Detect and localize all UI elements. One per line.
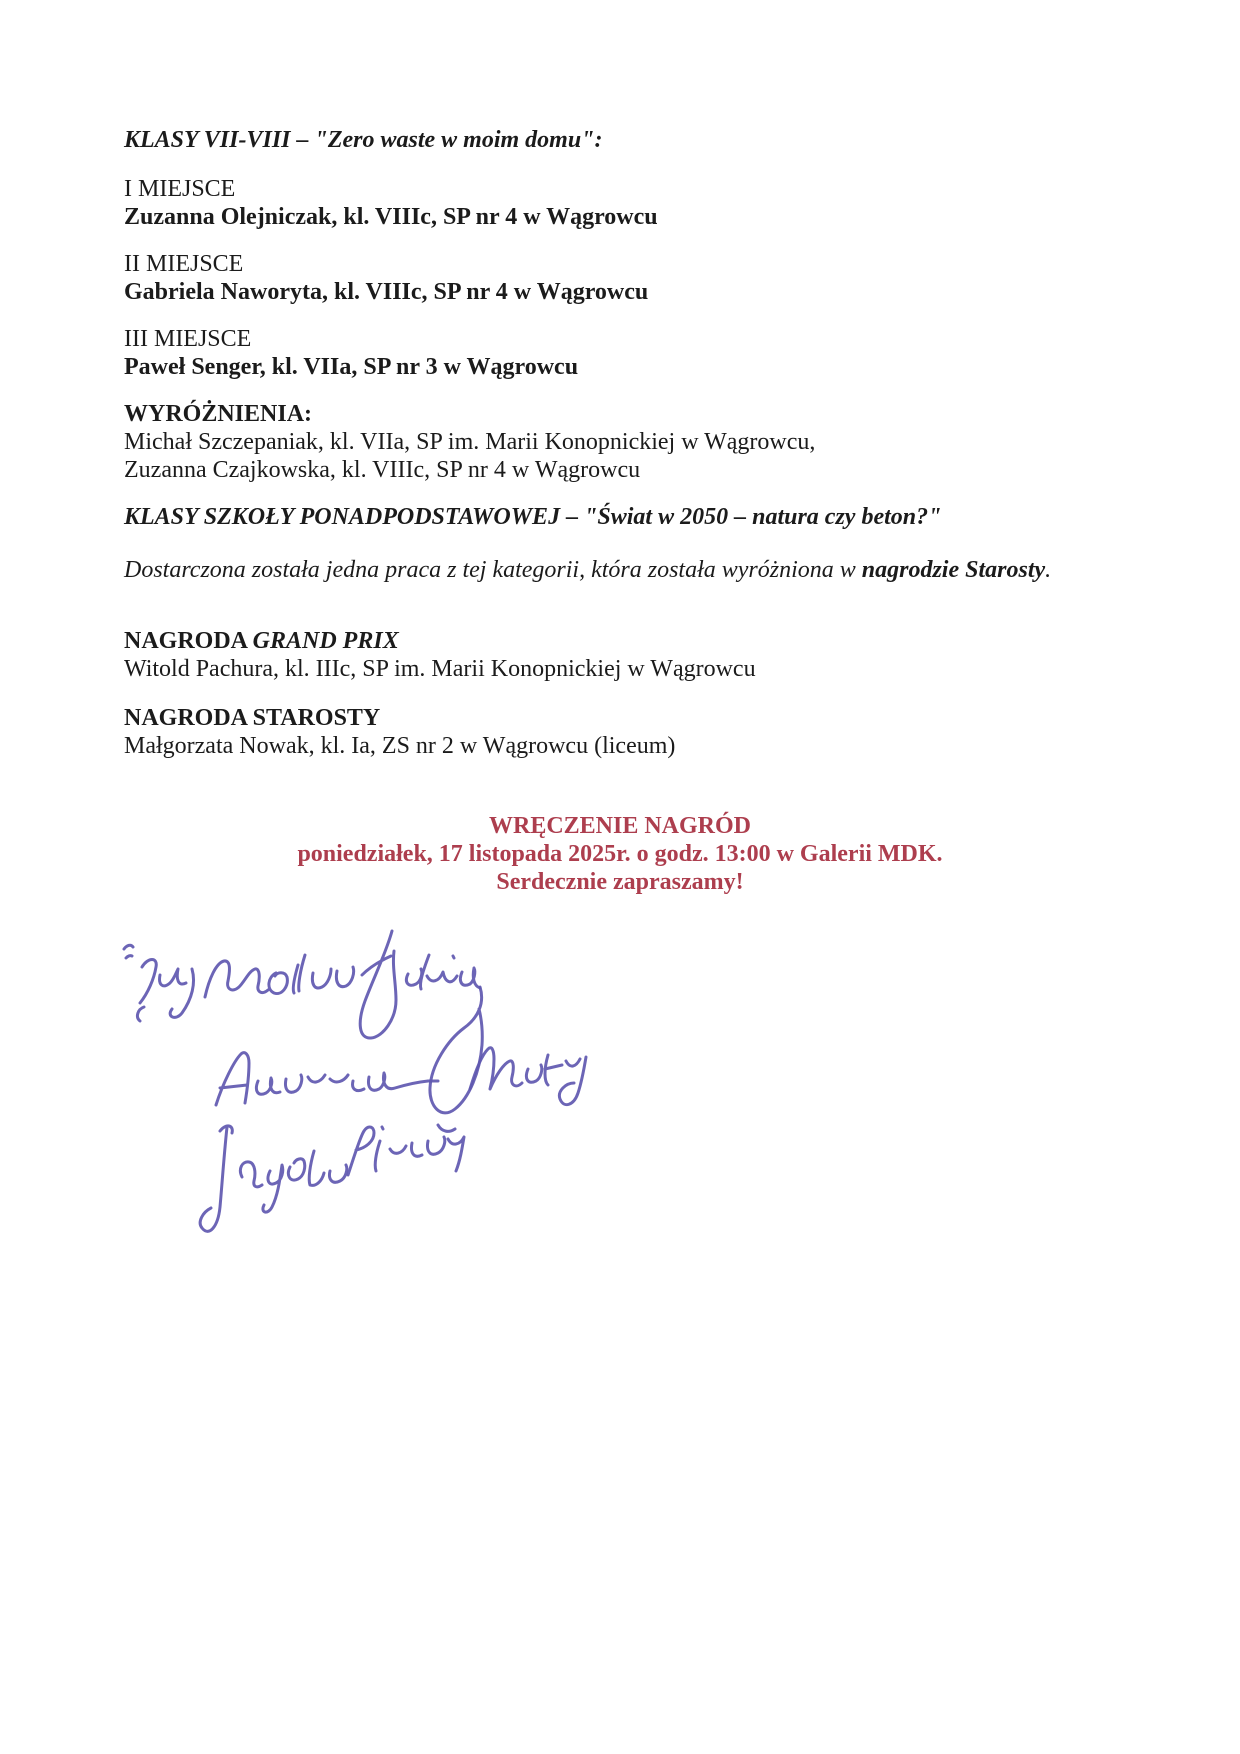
starosty-award-winner: Małgorzata Nowak, kl. Ia, ZS nr 2 w Wągrowcu (liceum) [124, 733, 676, 759]
place-1-winner: Zuzanna Olejniczak, kl. VIIIc, SP nr 4 w Wągrowcu [124, 204, 658, 230]
place-1-label: I MIEJSCE [124, 176, 236, 202]
jury-signatures [108, 925, 668, 1245]
grand-prix-block [124, 627, 756, 683]
category-secondary-note [124, 556, 1051, 584]
note-period: . [1045, 557, 1052, 583]
category-secondary-heading: KLASY SZKOŁY PONADPODSTAWOWEJ – "Świat w 2050 – natura czy beton?" [124, 504, 942, 530]
signature-ink-strokes [108, 925, 668, 1245]
honorable-mention-2: Zuzanna Czajkowska, kl. VIIIc, SP nr 4 w Wągrowcu [124, 457, 641, 483]
starosty-award-block [124, 704, 675, 760]
ceremony-invitation: Serdecznie zapraszamy! [496, 869, 744, 895]
starosty-award-label: NAGRODA STAROSTY [124, 705, 381, 731]
ceremony-announcement [124, 812, 1116, 896]
ceremony-title: WRĘCZENIE NAGRÓD [488, 813, 752, 839]
honorable-mentions-label: WYRÓŻNIENIA: [124, 401, 313, 427]
place-3-block [124, 325, 578, 381]
ceremony-details: poniedziałek, 17 listopada 2025r. o godz. 13:00 w Galerii MDK. [297, 841, 943, 867]
place-2-label: II MIEJSCE [124, 251, 244, 277]
honorable-mention-1: Michał Szczepaniak, kl. VIIa, SP im. Marii Konopnickiej w Wągrowcu, [124, 429, 816, 455]
grand-prix-label-prefix: NAGRODA [124, 628, 253, 654]
note-text: Dostarczona została jedna praca z tej kategorii, która została wyróżniona w [124, 557, 862, 583]
category-7-8-heading: KLASY VII-VIII – "Zero waste w moim domu": [124, 127, 603, 153]
place-1-block [124, 175, 658, 231]
grand-prix-label-name: GRAND PRIX [252, 628, 399, 654]
note-emphasis: nagrodzie Starosty [861, 557, 1046, 583]
grand-prix-winner: Witold Pachura, kl. IIIc, SP im. Marii Konopnickiej w Wągrowcu [124, 656, 756, 682]
place-3-winner: Paweł Senger, kl. VIIa, SP nr 3 w Wągrowcu [124, 354, 579, 380]
place-3-label: III MIEJSCE [124, 326, 252, 352]
place-2-winner: Gabriela Naworyta, kl. VIIIc, SP nr 4 w Wągrowcu [124, 279, 649, 305]
place-2-block [124, 250, 648, 306]
honorable-mentions-block [124, 400, 815, 484]
